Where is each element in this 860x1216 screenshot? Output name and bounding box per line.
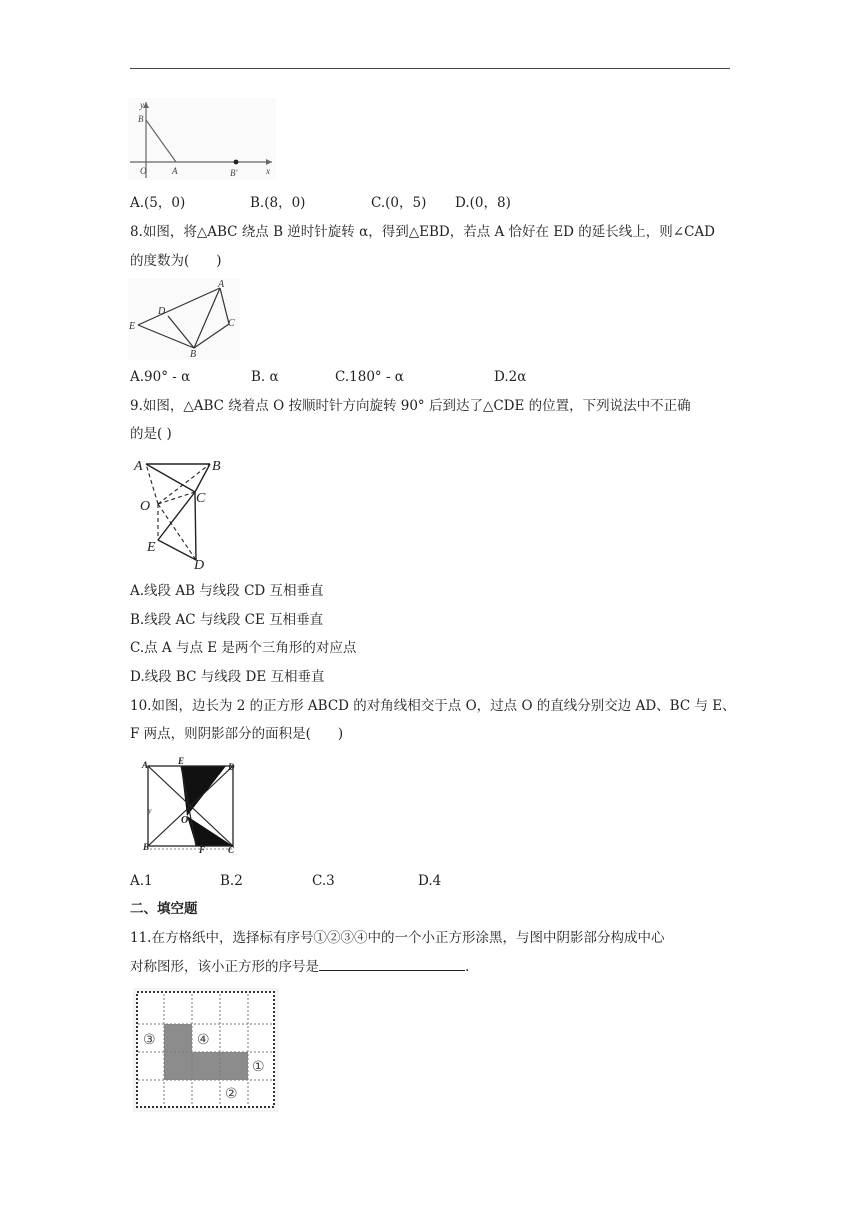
q9-stem-line1: 9.如图，△ABC 绕着点 O 按顺时针方向旋转 90° 后到达了△CDE 的位置，下列说法中不正确 xyxy=(130,398,691,414)
q10-label-C: C xyxy=(228,845,235,855)
q7-option-a: A.(5，0) xyxy=(130,195,186,211)
q7-option-b: B.(8，0) xyxy=(250,195,306,211)
q8-stem-line2: 的度数为( ) xyxy=(130,253,222,269)
q10-label-O: O xyxy=(181,815,189,826)
q11-grid-figure xyxy=(133,988,279,1112)
q7-option-c: C.(0，5) xyxy=(371,195,427,211)
q9-label-A: A xyxy=(134,459,143,474)
q8-stem-line1: 8.如图，将△ABC 绕点 B 逆时针旋转 α，得到△EBD，若点 A 恰好在 ED 的延长线上，则∠CAD xyxy=(130,224,716,240)
q10-figure xyxy=(138,756,244,856)
q7-label-A: A xyxy=(172,166,178,176)
q8-label-A: A xyxy=(218,279,225,290)
q11-label-2: ② xyxy=(225,1086,238,1102)
q8-option-b: B. α xyxy=(251,369,279,385)
q8-figure xyxy=(128,278,240,360)
q7-label-x: x xyxy=(266,166,270,176)
q8-label-E: E xyxy=(129,321,136,332)
q10-label-D: D xyxy=(228,762,235,772)
q8-option-d: D.2α xyxy=(494,369,527,385)
q7-label-y: y xyxy=(140,100,144,110)
q11-stem-prefix: 对称图形，该小正方形的序号是 xyxy=(130,959,319,975)
q10-label-F: F xyxy=(199,845,206,855)
q7-label-B: B xyxy=(138,114,144,124)
q11-stem-line2 xyxy=(130,958,469,976)
q9-option-c: C.点 A 与点 E 是两个三角形的对应点 xyxy=(130,640,357,656)
q9-label-D: D xyxy=(194,558,205,572)
q10-option-b: B.2 xyxy=(220,873,243,889)
q9-option-d: D.线段 BC 与线段 DE 互相垂直 xyxy=(130,669,325,685)
q9-option-b: B.线段 AC 与线段 CE 互相垂直 xyxy=(130,612,324,628)
q8-label-B: B xyxy=(190,349,197,360)
q10-option-d: D.4 xyxy=(418,873,442,889)
q8-label-C: C xyxy=(228,318,235,329)
q7-label-O: O xyxy=(140,166,147,176)
q9-option-a: A.线段 AB 与线段 CD 互相垂直 xyxy=(130,583,324,599)
q7-option-d: D.(0，8) xyxy=(455,195,511,211)
q7-figure xyxy=(128,98,276,180)
q10-label-y: y xyxy=(148,806,152,815)
q11-label-3: ③ xyxy=(143,1032,156,1048)
q10-stem-line1: 10.如图，边长为 2 的正方形 ABCD 的对角线相交于点 O，过点 O 的直线分别交边 AD、BC 与 E、 xyxy=(130,698,736,714)
q8-option-c: C.180° - α xyxy=(335,369,404,385)
q10-stem-line2: F 两点，则阴影部分的面积是( ) xyxy=(130,726,344,742)
q9-stem-line2: 的是( ) xyxy=(130,426,172,442)
q9-figure xyxy=(132,452,232,572)
q11-label-4: ④ xyxy=(197,1032,210,1048)
q11-label-1: ① xyxy=(252,1059,265,1075)
q10-option-a: A.1 xyxy=(130,873,153,889)
q10-label-A: A xyxy=(142,760,149,770)
q9-label-O: O xyxy=(140,499,151,514)
q7-label-Bprime: B' xyxy=(230,168,238,178)
q11-stem-line1: 11.在方格纸中，选择标有序号①②③④中的一个小正方形涂黑，与图中阴影部分构成中心 xyxy=(130,930,665,946)
q10-label-B: B xyxy=(143,842,150,852)
q9-label-E: E xyxy=(147,540,156,555)
q10-label-E: E xyxy=(178,756,185,766)
q8-option-a: A.90° - α xyxy=(130,369,191,385)
header-rule xyxy=(130,68,730,69)
q8-label-D: D xyxy=(158,306,166,317)
q9-label-B: B xyxy=(212,459,221,474)
q11-answer-blank[interactable] xyxy=(319,958,465,971)
section-title-fill-in: 二、填空题 xyxy=(130,901,198,917)
q10-option-c: C.3 xyxy=(312,873,335,889)
q11-stem-suffix: . xyxy=(465,959,470,975)
q9-label-C: C xyxy=(196,491,206,506)
